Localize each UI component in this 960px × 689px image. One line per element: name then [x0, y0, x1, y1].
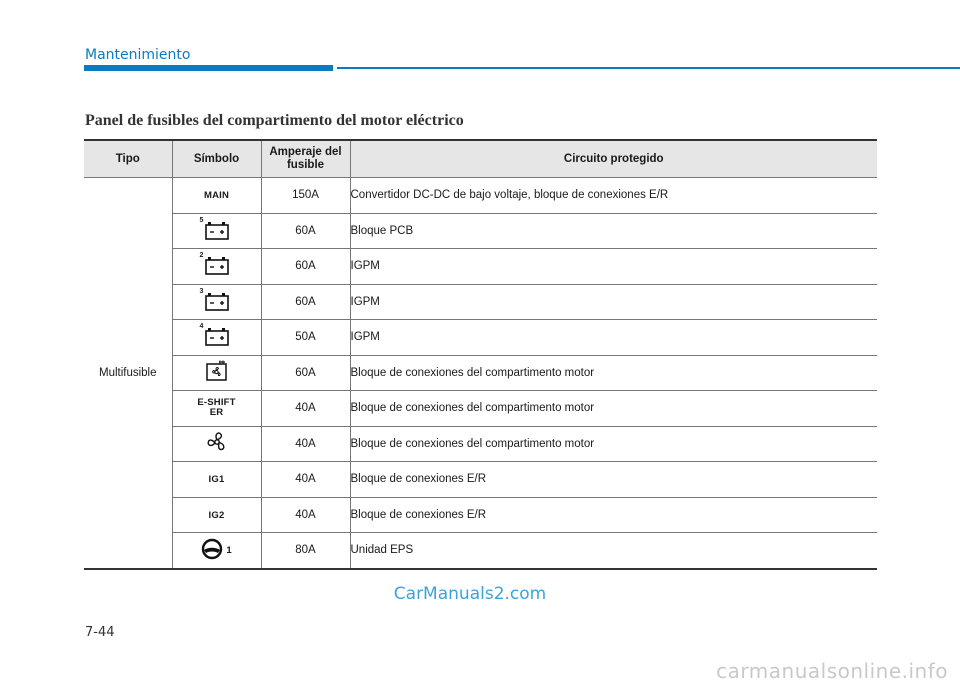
symbol-cell [172, 533, 261, 569]
amp-cell: 40A [261, 497, 350, 533]
fan-icon [204, 430, 230, 457]
amp-cell: 50A [261, 320, 350, 356]
amp-cell: 60A [261, 284, 350, 320]
battery-icon [199, 252, 232, 276]
symbol-cell [172, 355, 261, 391]
column-header-amperaje: Amperaje del fusible [261, 140, 350, 178]
battery-icon [199, 216, 232, 241]
table-row [84, 533, 877, 569]
symbol-cell [172, 497, 261, 533]
symbol-cell [172, 426, 261, 462]
watermark-carmanualsonline: carmanualsonline.info [716, 659, 948, 683]
symbol-label: IG1 [208, 474, 225, 486]
column-header-circuito: Circuito protegido [350, 140, 877, 178]
circuit-cell: Bloque de conexiones del compartimento motor [350, 355, 877, 391]
symbol-cell [172, 249, 261, 285]
symbol-label: IG2 [208, 509, 225, 521]
amp-cell: 40A [261, 462, 350, 498]
symbol-cell [172, 462, 261, 498]
amp-cell: 60A [261, 355, 350, 391]
circuit-cell: Bloque PCB [350, 213, 877, 249]
section-title: Mantenimiento [85, 47, 191, 63]
circuit-cell: IGPM [350, 284, 877, 320]
circuit-cell: Bloque de conexiones E/R [350, 497, 877, 533]
fuse-number: 4 [199, 323, 204, 331]
circuit-cell: Unidad EPS [350, 533, 877, 569]
amp-cell: 80A [261, 533, 350, 569]
table-row [84, 391, 877, 427]
symbol-cell [172, 320, 261, 356]
circuit-cell: Convertidor DC-DC de bajo voltaje, bloque de conexiones E/R [350, 178, 877, 214]
fuse-number: 2 [199, 252, 204, 260]
symbol-cell [172, 391, 261, 427]
table-row [84, 284, 877, 320]
amp-cell: 40A [261, 391, 350, 427]
symbol-cell [172, 178, 261, 214]
fuse-number: 5 [199, 216, 204, 224]
table-row [84, 497, 877, 533]
table-row [84, 426, 877, 462]
symbol-cell [172, 213, 261, 249]
symbol-label: MAIN [203, 190, 230, 202]
table-row [84, 178, 877, 214]
circuit-cell: Bloque de conexiones E/R [350, 462, 877, 498]
watermark-carmanuals2[interactable]: CarManuals2.com [393, 584, 547, 604]
symbol-label: E-SHIFTER [197, 397, 236, 419]
amp-cell: 150A [261, 178, 350, 214]
battery-icon [199, 287, 232, 312]
battery-icon [199, 323, 232, 347]
column-header-tipo: Tipo [84, 140, 172, 178]
table-row [84, 320, 877, 356]
table-row [84, 249, 877, 285]
circuit-cell: Bloque de conexiones del compartimento motor [350, 391, 877, 427]
fuse-table [84, 139, 877, 570]
amp-cell: 40A [261, 426, 350, 462]
steering-wheel-icon [201, 538, 223, 563]
table-row [84, 355, 877, 391]
fuse-number: 3 [199, 287, 204, 295]
table-header-row [84, 140, 877, 178]
symbol-label: 1 [226, 544, 232, 556]
page-number: 7-44 [85, 625, 115, 640]
circuit-cell: IGPM [350, 320, 877, 356]
table-row [84, 462, 877, 498]
amp-cell: 60A [261, 249, 350, 285]
cooling-fan-relay-icon [204, 360, 230, 385]
circuit-cell: IGPM [350, 249, 877, 285]
column-header-simbolo: Símbolo [172, 140, 261, 178]
table-row [84, 213, 877, 249]
header-rule-thin [337, 67, 960, 69]
circuit-cell: Bloque de conexiones del compartimento motor [350, 426, 877, 462]
amp-cell: 60A [261, 213, 350, 249]
header-rule-thick [84, 65, 333, 71]
tipo-cell: Multifusible [84, 178, 172, 569]
symbol-cell [172, 284, 261, 320]
page-heading: Panel de fusibles del compartimento del motor eléctrico [85, 112, 464, 129]
